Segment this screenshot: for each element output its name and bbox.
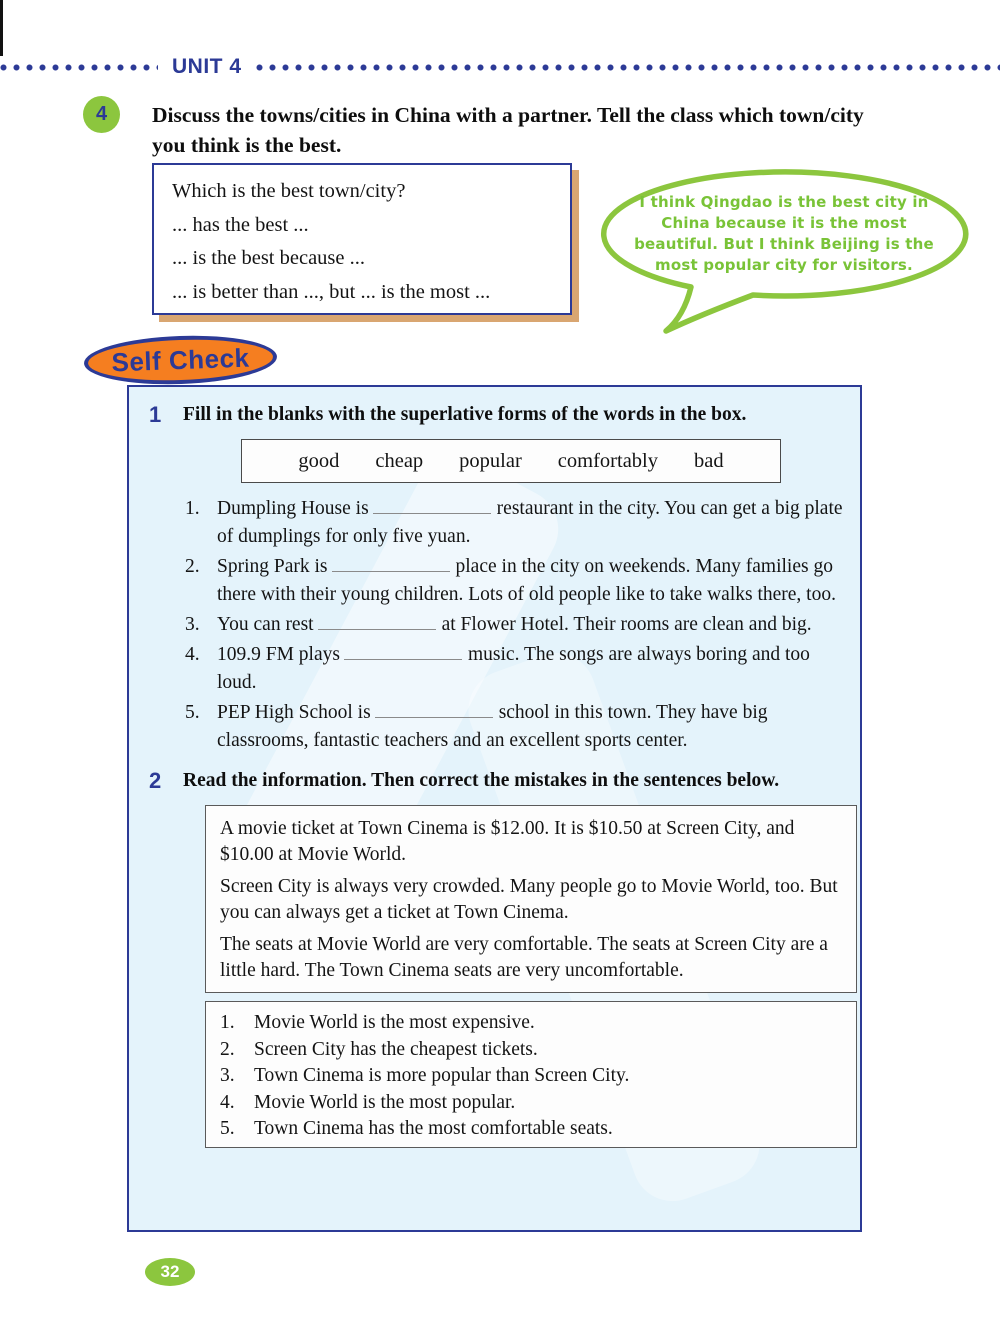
item-text-after: school in this town. They have big classrooms, fantastic teachers and an excellent sports center. [217,702,768,751]
reading-info-box [205,805,857,993]
item-text-before: PEP High School is [217,702,371,723]
dotted-rule-left [0,64,158,71]
item-text [217,611,845,639]
item-number: 5. [185,702,200,723]
sentence-number: 5. [220,1118,235,1139]
item-text-after: restaurant in the city. You can get a big plate of dumplings for only five yuan. [217,498,843,547]
sentence-row [220,1090,842,1117]
sentence-text: Screen City has the cheapest tickets. [254,1038,538,1060]
exercise2-number: 2 [149,768,162,793]
sentence-number: 3. [220,1065,235,1086]
item-text-after: at Flower Hotel. Their rooms are clean and big. [441,614,812,635]
info-paragraph: A movie ticket at Town Cinema is $12.00. It is $10.50 at Screen City, and $10.00 at Movie World. [220,818,795,865]
answer-blank [318,616,436,630]
prompt-line: Which is the best town/city? [172,180,406,202]
unit-header [0,56,1000,78]
task-number-badge [83,96,120,133]
info-paragraph: Screen City is always very crowded. Many people go to Movie World, too. But you can always get a ticket at Town Cinema. [220,876,838,923]
self-check-label: Self Check [111,342,250,377]
item-text-before: You can rest [217,614,314,635]
sentence-row [220,1063,842,1090]
sentence-text: Movie World is the most expensive. [254,1012,535,1033]
prompt-line: ... has the best ... [172,213,309,236]
item-text-before: Dumpling House is [217,498,369,519]
task-number: 4 [95,103,108,125]
corner-crop-mark [0,0,3,56]
unit-label: UNIT 4 [172,55,242,78]
item-number: 2. [185,556,200,577]
fill-in-items [185,495,845,755]
fill-in-item [185,495,845,551]
sentence-number: 1. [220,1012,235,1033]
self-check-panel [127,385,862,1232]
item-number: 3. [185,614,200,635]
exercise2-instruction: Read the information. Then correct the mistakes in the sentences below. [183,770,780,791]
task-instruction: Discuss the towns/cities in China with a partner. Tell the class which town/city you think is the best. [152,103,864,157]
exercise2-header [149,767,860,795]
prompt-box [152,163,572,315]
sentence-row [220,1010,842,1037]
item-text-before: Spring Park is [217,556,328,577]
page-number-badge [145,1258,195,1286]
fill-in-item [185,699,845,755]
item-number: 4. [185,644,200,665]
word-box-word: bad [694,449,724,472]
prompt-line: ... is the best because ... [172,247,365,269]
fill-in-item [185,553,845,609]
dotted-rule-right [256,64,1000,71]
self-check-badge [83,333,278,388]
word-box [241,439,781,483]
answer-blank [373,500,491,514]
speech-bubble [596,166,972,338]
fill-in-item [185,641,845,697]
info-paragraph: The seats at Movie World are very comfortable. The seats at Screen City are a little hard. The Town Cinema seats are very uncomfortable. [220,934,828,981]
item-text-before: 109.9 FM plays [217,644,340,665]
sentences-box [205,1001,857,1148]
answer-blank [344,646,462,660]
answer-blank [332,558,450,572]
sentence-text: Town Cinema has the most comfortable seats. [254,1118,613,1139]
item-text-after: music. The songs are always boring and too loud. [217,644,810,693]
exercise1-instruction: Fill in the blanks with the superlative forms of the words in the box. [183,404,747,425]
exercise1-number: 1 [149,402,162,427]
fill-in-item [185,611,845,639]
sentence-row [220,1037,842,1064]
page-number: 32 [160,1262,180,1281]
word-box-word: comfortably [557,449,658,472]
item-number: 1. [185,498,200,519]
word-box-word: popular [459,449,522,472]
word-box-word: cheap [375,449,424,472]
exercise1-header [149,401,860,429]
item-text [217,553,845,609]
answer-blank [375,704,493,718]
item-text [217,699,845,755]
item-text [217,641,845,697]
item-text-after: place in the city on weekends. Many families go there with their young children. Lots of old people like to take walks there, too. [217,556,836,605]
word-box-word: good [298,449,340,472]
sentence-number: 2. [220,1038,235,1060]
sentence-row [220,1116,842,1143]
sentence-text: Town Cinema is more popular than Screen City. [254,1065,630,1086]
item-text [217,495,845,551]
sentence-text: Movie World is the most popular. [254,1091,516,1113]
prompt-line: ... is better than ..., but ... is the most ... [172,280,491,303]
speech-bubble-text: I think Qingdao is the best city in China because it is the most beautiful. But I think Beijing is the most popular city for visitors. [634,193,934,274]
sentence-number: 4. [220,1091,235,1113]
